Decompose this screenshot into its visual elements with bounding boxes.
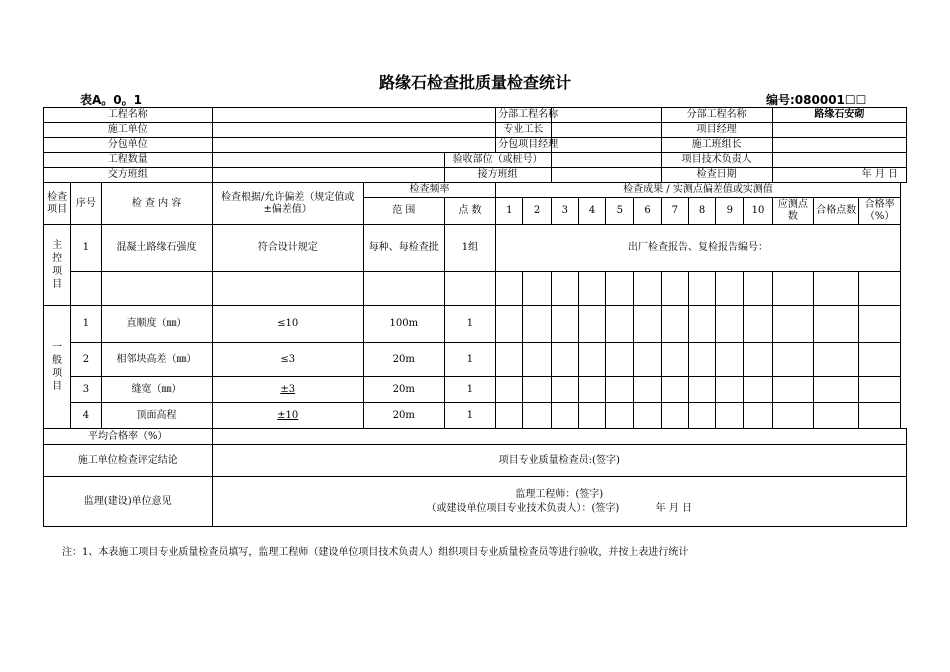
- result-cell[interactable]: [578, 377, 605, 403]
- team-leader-label: 施工班组长: [661, 138, 772, 153]
- result-cell[interactable]: [523, 306, 551, 343]
- footnote: 注：1、本表施工项目专业质量检查员填写，监理工程师（建设单位项目技术负责人）组织项目专业质量检查员等进行验收，并按上表进行统计: [62, 547, 689, 558]
- result-cell[interactable]: [606, 306, 634, 343]
- receiver-team-value[interactable]: [551, 168, 661, 183]
- spacer-cell: [900, 183, 906, 225]
- result-cell[interactable]: [634, 306, 661, 343]
- subcontract-manager-label: 分包项目经理: [496, 138, 552, 153]
- result-cell[interactable]: [661, 403, 688, 429]
- general-row-points: 1: [444, 306, 496, 343]
- main-row-range: 每种、每检查批: [363, 225, 444, 272]
- handover-team-value[interactable]: [212, 168, 444, 183]
- result-cell[interactable]: [814, 306, 859, 343]
- col-pass-rate: 合格率（%）: [859, 198, 900, 225]
- blank-cell[interactable]: [634, 272, 661, 306]
- subitem-name-label: 分部工程名称: [661, 108, 772, 123]
- general-row-points: 1: [444, 343, 496, 377]
- result-cell[interactable]: [716, 403, 744, 429]
- project-manager-value[interactable]: [772, 123, 906, 138]
- general-row-basis: ±3: [212, 377, 363, 403]
- result-cell[interactable]: [859, 343, 900, 377]
- result-cell[interactable]: [716, 343, 744, 377]
- general-row-content: 顶面高程: [101, 403, 212, 429]
- result-cell[interactable]: [814, 343, 859, 377]
- col-range: 范 围: [363, 198, 444, 225]
- blank-cell[interactable]: [363, 272, 444, 306]
- general-row-basis: ≤10: [212, 306, 363, 343]
- general-row-seq: 2: [71, 343, 101, 377]
- result-cell[interactable]: [551, 343, 578, 377]
- project-name-label: 工程名称: [44, 108, 213, 123]
- blank-cell[interactable]: [444, 272, 496, 306]
- subcontract-manager-value[interactable]: [551, 138, 661, 153]
- handover-team-label: 交方班组: [44, 168, 213, 183]
- engineer-value[interactable]: [551, 123, 661, 138]
- engineer-label: 专业工长: [496, 123, 552, 138]
- blank-cell[interactable]: [606, 272, 634, 306]
- col-num-4: 4: [578, 198, 605, 225]
- result-cell[interactable]: [661, 377, 688, 403]
- result-cell[interactable]: [688, 403, 715, 429]
- main-row-seq: 1: [71, 225, 101, 272]
- result-cell[interactable]: [716, 377, 744, 403]
- blank-cell[interactable]: [744, 272, 772, 306]
- blank-cell[interactable]: [212, 272, 363, 306]
- col-category: 检查项目: [44, 183, 71, 225]
- general-row-basis: ≤3: [212, 343, 363, 377]
- result-cell[interactable]: [744, 343, 772, 377]
- general-row-range: 20m: [363, 343, 444, 377]
- result-cell[interactable]: [496, 306, 523, 343]
- result-cell[interactable]: [688, 343, 715, 377]
- blank-cell[interactable]: [496, 272, 523, 306]
- result-cell[interactable]: [634, 403, 661, 429]
- blank-cell[interactable]: [661, 272, 688, 306]
- col-should-measure: 应测点数: [772, 198, 813, 225]
- blank-cell[interactable]: [859, 272, 900, 306]
- result-cell[interactable]: [772, 403, 813, 429]
- col-num-5: 5: [606, 198, 634, 225]
- general-row-range: 100m: [363, 306, 444, 343]
- blank-cell[interactable]: [772, 272, 813, 306]
- result-cell[interactable]: [744, 306, 772, 343]
- general-row-content: 相邻块高差（㎜）: [101, 343, 212, 377]
- col-basis: 检查根据/允许偏差（规定值或±偏差值）: [212, 183, 363, 225]
- construction-conclusion-value: [212, 445, 906, 477]
- main-row-points: 1组: [444, 225, 496, 272]
- subproject-name-value[interactable]: [551, 108, 661, 123]
- avg-pass-rate-label: 平均合格率（%）: [44, 429, 213, 445]
- receiver-team-label: 接方班组: [444, 168, 551, 183]
- result-cell[interactable]: [634, 377, 661, 403]
- general-row-basis: ±10: [212, 403, 363, 429]
- result-cell[interactable]: [496, 343, 523, 377]
- result-cell[interactable]: [814, 403, 859, 429]
- construction-conclusion-label: 施工单位检查评定结论: [44, 445, 213, 477]
- blank-cell[interactable]: [716, 272, 744, 306]
- col-points: 点 数: [444, 198, 496, 225]
- col-results: 检查成果 / 实测点偏差值或实测值: [496, 183, 901, 198]
- subcontract-unit-label: 分包单位: [44, 138, 213, 153]
- quantity-value[interactable]: [212, 153, 444, 168]
- blank-cell[interactable]: [688, 272, 715, 306]
- result-cell[interactable]: [772, 377, 813, 403]
- subitem-name-value: 路缘石安砌: [772, 108, 906, 123]
- subproject-name-label: 分部工程名称: [496, 108, 552, 123]
- general-row-range: 20m: [363, 403, 444, 429]
- result-cell[interactable]: [859, 403, 900, 429]
- acceptance-part-value[interactable]: [551, 153, 661, 168]
- blank-cell[interactable]: [523, 272, 551, 306]
- construction-unit-label: 施工单位: [44, 123, 213, 138]
- check-date-value: 年 月 日: [772, 168, 906, 183]
- result-cell[interactable]: [496, 377, 523, 403]
- col-num-7: 7: [661, 198, 688, 225]
- tech-lead-label: 项目技术负责人: [661, 153, 772, 168]
- form-number: 表A。0。1: [80, 93, 142, 107]
- result-cell[interactable]: [814, 377, 859, 403]
- result-cell[interactable]: [578, 403, 605, 429]
- result-cell[interactable]: [606, 343, 634, 377]
- col-num-1: 1: [496, 198, 523, 225]
- col-num-9: 9: [716, 198, 744, 225]
- supervisor-date: 年 月 日: [655, 502, 693, 514]
- result-cell[interactable]: [859, 377, 900, 403]
- result-cell[interactable]: [716, 306, 744, 343]
- supervision-label: 监理(建设)单位意见: [44, 477, 213, 527]
- result-cell[interactable]: [772, 306, 813, 343]
- result-cell[interactable]: [523, 343, 551, 377]
- result-cell[interactable]: [688, 306, 715, 343]
- blank-cell[interactable]: [578, 272, 605, 306]
- result-cell[interactable]: [523, 377, 551, 403]
- result-cell[interactable]: [859, 306, 900, 343]
- blank-cell[interactable]: [814, 272, 859, 306]
- col-num-2: 2: [523, 198, 551, 225]
- result-cell[interactable]: [551, 377, 578, 403]
- general-items-category: 一般项目: [44, 306, 71, 429]
- tech-lead-value[interactable]: [772, 153, 906, 168]
- col-content: 检 查 内 容: [101, 183, 212, 225]
- col-num-6: 6: [634, 198, 661, 225]
- supervisor-sign: 监理工程师：(签字): [515, 488, 604, 500]
- general-row-range: 20m: [363, 377, 444, 403]
- inspection-table: [43, 107, 907, 527]
- check-date-label: 检查日期: [661, 168, 772, 183]
- result-cell[interactable]: [744, 377, 772, 403]
- subcontract-unit-value[interactable]: [212, 138, 496, 153]
- col-qualified-points: 合格点数: [814, 198, 859, 225]
- general-row-seq: 3: [71, 377, 101, 403]
- main-items-category: 主控项目: [44, 225, 71, 306]
- result-cell[interactable]: [578, 306, 605, 343]
- col-frequency: 检查频率: [363, 183, 495, 198]
- result-cell[interactable]: [661, 306, 688, 343]
- result-cell[interactable]: [606, 403, 634, 429]
- owner-tech-lead-sign: （或建设单位项目专业技术负责人）：(签字): [426, 502, 620, 514]
- avg-pass-rate-value[interactable]: [212, 429, 906, 445]
- result-cell[interactable]: [688, 377, 715, 403]
- result-cell[interactable]: [551, 306, 578, 343]
- result-cell[interactable]: [606, 377, 634, 403]
- result-cell[interactable]: [523, 403, 551, 429]
- document-number: 编号:080001☐☐: [766, 93, 867, 107]
- main-row-content: 混凝土路缘石强度: [101, 225, 212, 272]
- construction-unit-value[interactable]: [212, 123, 496, 138]
- col-num-10: 10: [744, 198, 772, 225]
- general-row-points: 1: [444, 403, 496, 429]
- col-num-3: 3: [551, 198, 578, 225]
- main-row-basis: 符合设计规定: [212, 225, 363, 272]
- col-seq: 序号: [71, 183, 101, 225]
- quantity-label: 工程数量: [44, 153, 213, 168]
- result-cell[interactable]: [661, 343, 688, 377]
- document-title: 路缘石检查批质量检查统计: [378, 73, 571, 92]
- result-cell[interactable]: [634, 343, 661, 377]
- general-row-content: 缝宽（㎜）: [101, 377, 212, 403]
- team-leader-value[interactable]: [772, 138, 906, 153]
- blank-cell[interactable]: [71, 272, 101, 306]
- general-row-points: 1: [444, 377, 496, 403]
- result-cell[interactable]: [772, 343, 813, 377]
- result-cell[interactable]: [551, 403, 578, 429]
- result-cell[interactable]: [496, 403, 523, 429]
- result-cell[interactable]: [578, 343, 605, 377]
- supervision-opinion: [212, 477, 906, 527]
- result-cell[interactable]: [744, 403, 772, 429]
- general-row-content: 直顺度（㎜）: [101, 306, 212, 343]
- blank-cell[interactable]: [551, 272, 578, 306]
- acceptance-part-label: 验收部位（或桩号）: [444, 153, 551, 168]
- construction-inspector-sign: 项目专业质量检查员:(签字): [498, 454, 620, 466]
- blank-cell[interactable]: [101, 272, 212, 306]
- main-row-result: 出厂检查报告、复检报告编号：: [496, 225, 901, 272]
- general-row-seq: 1: [71, 306, 101, 343]
- project-name-value[interactable]: [212, 108, 496, 123]
- general-row-seq: 4: [71, 403, 101, 429]
- col-num-8: 8: [688, 198, 715, 225]
- project-manager-label: 项目经理: [661, 123, 772, 138]
